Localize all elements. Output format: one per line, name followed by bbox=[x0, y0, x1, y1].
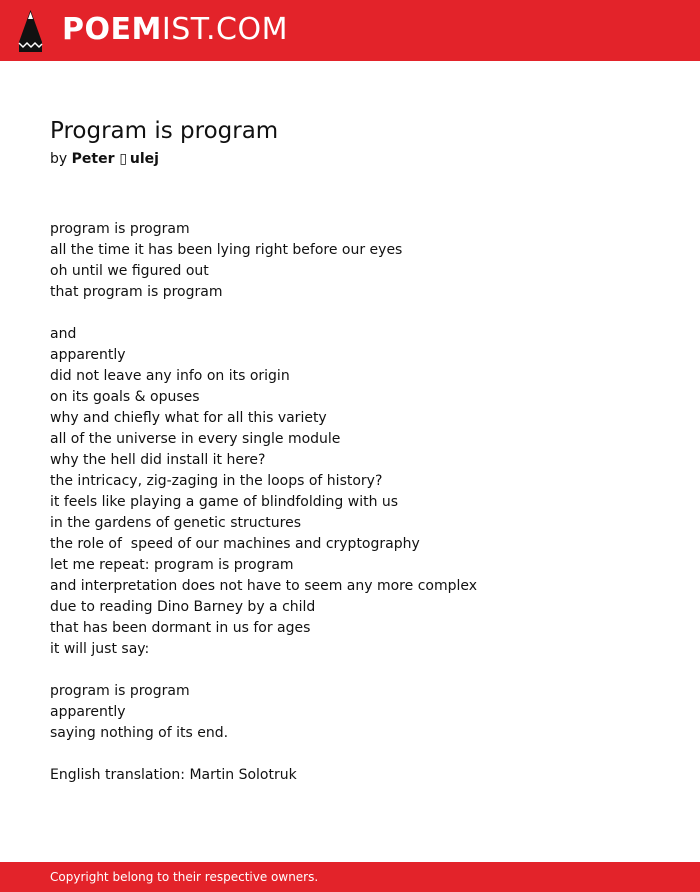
poem-line: why the hell did install it here? bbox=[50, 452, 266, 468]
logo-bold-text: POEM bbox=[62, 12, 162, 47]
poem-line: that has been dormant in us for ages bbox=[50, 620, 311, 636]
poem-line: all of the universe in every single module bbox=[50, 431, 341, 447]
poem-line: did not leave any info on its origin bbox=[50, 368, 290, 384]
poem-author: Peter ▯ ulej bbox=[71, 151, 159, 167]
poem-line: let me repeat: program is program bbox=[50, 557, 294, 573]
poem-byline bbox=[50, 149, 159, 169]
stanza-break bbox=[50, 744, 670, 765]
pencil-icon[interactable] bbox=[18, 10, 43, 52]
poem-line: and interpretation does not have to seem any more complex bbox=[50, 578, 478, 594]
poem-line: in the gardens of genetic structures bbox=[50, 515, 302, 531]
site-logo[interactable] bbox=[62, 12, 288, 48]
poem-line: program is program bbox=[50, 221, 190, 237]
site-footer bbox=[0, 862, 700, 892]
poem-line: it feels like playing a game of blindfolding with us bbox=[50, 494, 399, 510]
poem-line: program is program bbox=[50, 683, 190, 699]
stanza-break bbox=[50, 303, 670, 324]
poem-line: on its goals & opuses bbox=[50, 389, 200, 405]
poem-body bbox=[50, 219, 670, 786]
poem-line: English translation: Martin Solotruk bbox=[50, 767, 297, 783]
poem-line: it will just say: bbox=[50, 641, 150, 657]
poem-line: that program is program bbox=[50, 284, 223, 300]
poem-line: and bbox=[50, 326, 77, 342]
copyright-text: Copyright belong to their respective owners. bbox=[50, 870, 319, 884]
logo-light-text: IST.COM bbox=[161, 12, 288, 47]
poem-line: oh until we figured out bbox=[50, 263, 209, 279]
poem-line: apparently bbox=[50, 347, 126, 363]
poem-line: apparently bbox=[50, 704, 126, 720]
poem-line: all the time it has been lying right before our eyes bbox=[50, 242, 403, 258]
poem-line: due to reading Dino Barney by a child bbox=[50, 599, 316, 615]
stanza-break bbox=[50, 660, 670, 681]
poem-line: saying nothing of its end. bbox=[50, 725, 229, 741]
site-header bbox=[0, 0, 700, 61]
poem-line: why and chiefly what for all this variety bbox=[50, 410, 327, 426]
poem-line: the intricacy, zig-zaging in the loops of history? bbox=[50, 473, 383, 489]
poem-line: the role of speed of our machines and cryptography bbox=[50, 536, 420, 552]
poem-title: Program is program bbox=[50, 118, 279, 144]
by-label: by bbox=[50, 151, 68, 167]
